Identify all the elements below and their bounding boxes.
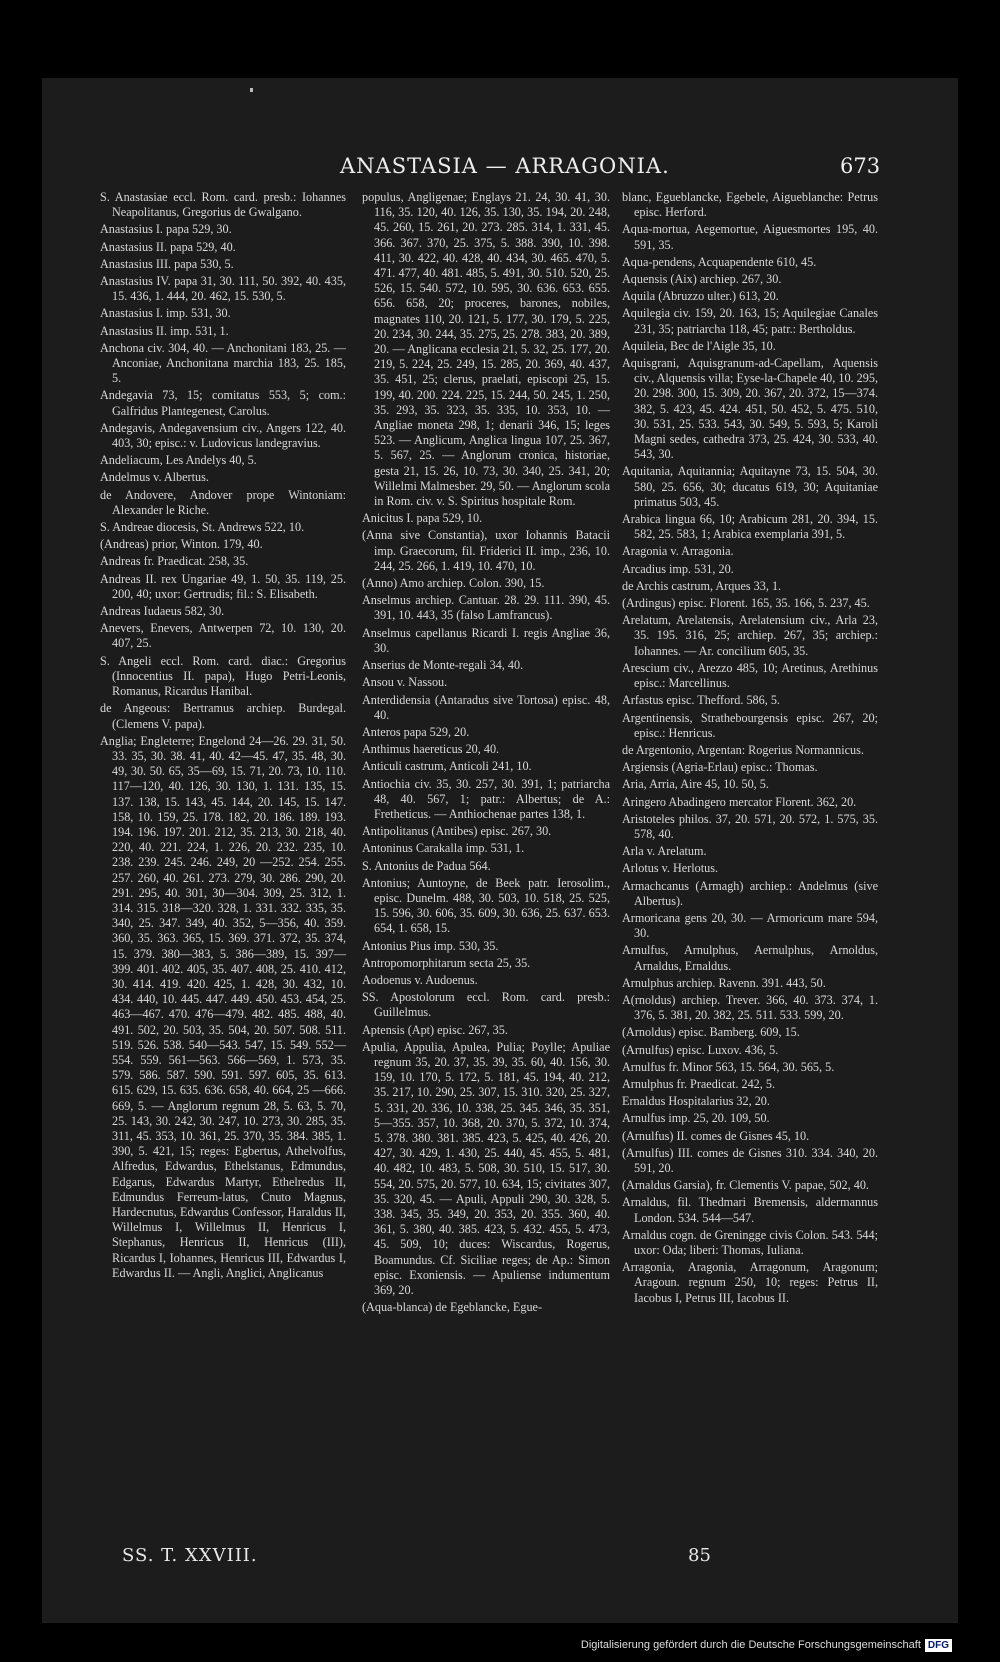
ink-speck <box>250 88 253 92</box>
index-entry: Antonius; Auntoyne, de Beek patr. Ierosolim., episc. Dunelm. 488, 30. 503, 10. 518, 25. 525, 15. 596, 30. 606, 35. 609, 30. 636, 25. 637. 653. 654, 1. 658, 15. <box>362 875 610 936</box>
index-entry: Argentinensis, Strathebourgensis episc. 267, 20; episc.: Henricus. <box>622 710 878 740</box>
index-entry: Aquila (Abruzzo ulter.) 613, 20. <box>622 289 779 304</box>
index-entry: Armoricana gens 20, 30. — Armoricum mare 594, 30. <box>622 910 878 941</box>
index-entry: (Arnoldus) episc. Bamberg. 609, 15. <box>622 1025 800 1040</box>
running-head-title: ANASTASIA — ARRAGONIA. <box>340 154 670 178</box>
index-entry: S. Antonius de Padua 564. <box>362 858 491 873</box>
index-entry: de Argentonio, Argentan: Rogerius Normannicus. <box>622 742 864 757</box>
index-entry: Andreas Iudaeus 582, 30. <box>100 604 225 619</box>
index-entry: (Anna sive Constantia), uxor Iohannis Batacii imp. Graecorum, fil. Friderici II. imp., 236, 10. 244, 25. 266, 1. 419, 10. 470, 10. <box>362 528 610 573</box>
page-number: 673 <box>840 154 881 178</box>
index-entry: Antropomorphitarum secta 25, 35. <box>362 955 531 970</box>
index-entry: Andelmus v. Albertus. <box>100 470 209 485</box>
index-entry: S. Anastasiae eccl. Rom. card. presb.: Iohannes Neapolitanus, Gregorius de Gwalgano. <box>100 190 346 220</box>
index-entry: Anthimus haereticus 20, 40. <box>362 742 500 757</box>
index-entry: Aquitania, Aquitannia; Aquitayne 73, 15. 504, 30. 580, 25. 656, 30; ducatus 619, 30; Aquitaniae primatus 503, 45. <box>622 464 878 509</box>
index-entry: (Ardingus) episc. Florent. 165, 35. 166, 5. 237, 45. <box>622 596 870 611</box>
index-entry: Apulia, Appulia, Apulea, Pulia; Poylle; Apuliae regnum 35, 20. 37, 35. 39, 35. 60, 40. 156, 30. 159, 10. 170, 5. 172, 5. 181, 45. 194, 40. 212, 35. 217, 10. 290, 25. 307, 15. 310. 320, 25. 327, 5. 331, 20. 336, 10. 338, 25. 345. 346, 35. 351, 5—355. 357, 10. 368, 20. 370, 5. 372, 10. 374, 5. 378. 380. 381. 385. 423, 5. 425, 40. 426, 20. 427, 30. 429, 1. 430, 25. 440, 45. 455, 5. 481, 40. 482, 10. 483, 5. 508, 30. 510, 15. 517, 30. 554, 20. 575, 20. 577, 10. 634, 15; civitates 307, 35. 320, 45. — Apuli, Appuli 290, 30. 328, 5. 338. 345, 35. 349, 20. 353, 20. 355. 360, 40. 361, 5. 380, 40. 385. 423, 5. 432. 455, 5. 473, 45. 509, 10; duces: Wiscardus, Rogerus, Boamundus. Cf. Siciliae reges; de Ap.: Simon episc. Exoniensis. — Apuliense indumentum 369, 20. <box>362 1039 610 1298</box>
index-entry: Aquisgrani, Aquisgranum-ad-Capellam, Aquensis civ., Alquensis villa; Eyse-la-Chapele 40, 10. 295, 20. 298. 300, 15. 309, 20. 367, 20. 372, 15—374. 382, 5. 423, 45. 424. 451, 50. 452, 5. 475. 510, 30. 531, 25. 533. 543, 30. 549, 5. 593, 5; Karoli Magni sedes, cathedra 373, 25. 424, 30. 533, 40. 543, 30. <box>622 356 878 462</box>
index-entry: Arla v. Arelatum. <box>622 844 707 859</box>
index-entry: Arcadius imp. 531, 20. <box>622 561 734 576</box>
index-entry: Anicitus I. papa 529, 10. <box>362 511 483 526</box>
index-entry: Aquilegia civ. 159, 20. 163, 15; Aquilegiae Canales 231, 35; patriarcha 118, 45; patr.: Bertholdus. <box>622 306 878 336</box>
index-entry: Aqua-mortua, Aegemortue, Aiguesmortes 195, 40. 591, 35. <box>622 222 878 252</box>
dfg-logo: DFG <box>925 1639 952 1652</box>
index-entry: Arfastus episc. Thefford. 586, 5. <box>622 693 780 708</box>
index-entry: Anselmus archiep. Cantuar. 28. 29. 111. 390, 45. 391, 10. 443, 35 (falso Lamfrancus). <box>362 593 610 623</box>
index-entry: Antiochia civ. 35, 30. 257, 30. 391, 1; patriarcha 48, 40. 567, 1; patr.: Albertus; de A.: Fretheticus. — Anthiochenae partes 138, 1. <box>362 776 610 821</box>
index-entry: Anticuli castrum, Anticoli 241, 10. <box>362 759 532 774</box>
index-entry: de Archis castrum, Arques 33, 1. <box>622 578 782 593</box>
credit-text: Digitalisierung gefördert durch die Deutsche Forschungsgemeinschaft <box>580 1639 921 1651</box>
index-entry: Aqua-pendens, Acquapendente 610, 45. <box>622 254 817 269</box>
index-entry: (Arnulfus) episc. Luxov. 436, 5. <box>622 1042 779 1057</box>
sheet-number: 85 <box>688 1545 711 1566</box>
index-entry: Aringero Abadingero mercator Florent. 362, 20. <box>622 794 857 809</box>
index-entry: A(rnoldus) archiep. Trever. 366, 40. 373. 374, 1. 376, 5. 381, 20. 382, 25. 511. 533. 599, 20. <box>622 992 878 1023</box>
index-entry: Arnaldus, fil. Thedmari Bremensis, aldermannus London. 534. 544—547. <box>622 1195 878 1225</box>
index-entry: Antipolitanus (Antibes) episc. 267, 30. <box>362 824 552 839</box>
index-column-left <box>100 190 346 1283</box>
index-column-middle <box>362 190 610 1317</box>
index-entry: Anastasius IV. papa 31, 30. 111, 50. 392, 40. 435, 15. 436, 1. 444, 20. 462, 15. 530, 5. <box>100 274 346 304</box>
index-entry: Ansou v. Nassou. <box>362 675 448 690</box>
index-column-right <box>622 190 878 1308</box>
index-entry: Ernaldus Hospitalarius 32, 20. <box>622 1094 770 1109</box>
index-entry: Arlotus v. Herlotus. <box>622 861 719 876</box>
index-entry: Arabica lingua 66, 10; Arabicum 281, 20. 394, 15. 582, 25. 583, 1; Arabica exemplaria 391, 5. <box>622 512 878 542</box>
index-entry: SS. Apostolorum eccl. Rom. card. presb.: Guillelmus. <box>362 990 610 1020</box>
index-entry: Antonius Pius imp. 530, 35. <box>362 938 499 953</box>
index-entry: Armachcanus (Armagh) archiep.: Andelmus (sive Albertus). <box>622 878 878 908</box>
index-entry: Aragonia v. Arragonia. <box>622 544 734 559</box>
index-entry: Arnulfus, Arnulphus, Aernulphus, Arnoldus, Arnaldus, Ernaldus. <box>622 943 878 973</box>
index-entry: Antoninus Carakalla imp. 531, 1. <box>362 841 525 856</box>
index-entry: Arnulphus archiep. Ravenn. 391. 443, 50. <box>622 975 826 990</box>
index-entry: Arragonia, Aragonia, Arragonum, Aragonum; Aragoun. regnum 250, 10; reges: Petrus II, Iacobus I, Petrus III, Iacobus II. <box>622 1260 878 1305</box>
index-entry: Anevers, Enevers, Antwerpen 72, 10. 130, 20. 407, 25. <box>100 621 346 651</box>
index-entry: Arelatum, Arelatensis, Arelatensium civ., Arla 23, 35. 195. 316, 25; archiep. 267, 35; archiep.: Iohannes. — Ar. concilium 605, 35. <box>622 613 878 658</box>
index-entry: Arnulfus imp. 25, 20. 109, 50. <box>622 1111 770 1126</box>
index-entry: Arescium civ., Arezzo 485, 10; Aretinus, Arethinus episc.: Marcellinus. <box>622 660 878 691</box>
index-entry: Anselmus capellanus Ricardi I. regis Angliae 36, 30. <box>362 625 610 655</box>
index-entry: Andreas fr. Praedicat. 258, 35. <box>100 554 249 569</box>
index-entry: (Arnulfus) II. comes de Gisnes 45, 10. <box>622 1128 810 1143</box>
index-entry: Anchona civ. 304, 40. — Anchonitani 183, 25. — Anconiae, Anchonitana marchia 183, 25. 185, 5. <box>100 340 346 386</box>
index-entry: de Angeous: Bertramus archiep. Burdegal. (Clemens V. papa). <box>100 701 346 731</box>
index-entry: (Aqua-blanca) de Egeblancke, Egue- <box>362 1300 543 1315</box>
index-entry: Argiensis (Agria-Erlau) episc.: Thomas. <box>622 760 818 775</box>
index-entry: (Arnulfus) III. comes de Gisnes 310. 334. 340, 20. 591, 20. <box>622 1145 878 1175</box>
index-entry: Anglia; Engleterre; Engelond 24—26. 29. 31, 50. 33. 35, 30. 38. 41, 40. 42—45. 47, 35. 48, 30. 49, 30. 50. 65, 35—69, 15. 71, 20. 73, 10. 110. 117—120, 40. 126, 30. 130, 1. 131. 135, 15. 137. 138, 15. 143, 45. 144, 20. 145, 15. 147. 158, 10. 159, 25. 178. 182, 20. 186. 189. 193. 194. 196. 197. 201. 212, 35. 213, 30. 218, 40. 220, 40. 221. 224, 1. 226, 20. 232. 235, 10. 238. 239. 245. 246. 249, 20 —252. 254. 255. 257. 260, 40. 261. 273. 279, 30. 286. 290, 20. 291. 295, 40. 301, 30—304. 309, 25. 312, 1. 314. 315. 318—320. 328, 1. 331. 332. 335, 35. 340, 25. 347. 349, 40. 352, 5—356, 40. 359. 360, 35. 363. 365, 15. 369. 371. 372, 35. 374, 15. 379. 380—383, 5. 386—389, 15. 397—399. 401. 402. 405, 35. 407. 408, 25. 410. 412, 30. 414. 419. 420. 425, 1. 428, 30. 432, 10. 434. 440, 10. 445. 447. 449. 450. 453. 454, 25. 463—467. 470. 476—479. 482. 485. 488, 40. 491. 502, 20. 503, 35. 504, 20. 507. 508. 511. 519. 526. 538. 540—543. 547, 15. 549. 552—554. 559. 561—563. 566—569, 1. 573, 35. 579. 586. 587. 590. 591. 597. 605, 35. 613. 615. 629, 15. 635. 636. 658, 40. 664, 25 —666. 669, 5. — Anglorum regnum 28, 5. 63, 5. 70, 25. 143, 30. 242, 30. 247, 10. 273, 30. 285, 35. 311, 45. 353, 10. 361, 25. 370, 35. 384. 385, 1. 390, 5. 421, 15; reges: Egbertus, Athelvolfus, Alfredus, Edwardus, Ethelstanus, Edmundus, Edgarus, Edwardus Martyr, Ethelredus II, Edmundus Ferreum-latus, Cnuto Magnus, Hardecnutus, Edwardus Confessor, Haraldus II, Willelmus I, Willelmus II, Henricus I, Stephanus, Henricus II, Henricus (III), Ricardus I, Iohannes, Henricus III, Edwardus I, Edwardus II. — Angli, Anglici, Anglicanus <box>100 733 346 1280</box>
index-entry: Andreas II. rex Ungariae 49, 1. 50, 35. 119, 25. 200, 40; uxor: Gertrudis; fil.: S. Elisabeth. <box>100 571 346 601</box>
index-entry: (Arnaldus Garsia), fr. Clementis V. papae, 502, 40. <box>622 1178 869 1193</box>
index-entry: Aodoenus v. Audoenus. <box>362 972 478 987</box>
index-entry: Arnulfus fr. Minor 563, 15. 564, 30. 565, 5. <box>622 1059 835 1074</box>
index-entry: blanc, Egueblancke, Egebele, Aigueblanche: Petrus episc. Herford. <box>622 190 878 220</box>
index-entry: (Andreas) prior, Winton. 179, 40. <box>100 537 263 552</box>
index-entry: Andeliacum, Les Andelys 40, 5. <box>100 453 257 468</box>
index-entry: Anteros papa 529, 20. <box>362 724 470 739</box>
index-entry: Anserius de Monte-regali 34, 40. <box>362 658 524 673</box>
volume-signature: SS. T. XXVIII. <box>122 1545 258 1566</box>
index-entry: Aquensis (Aix) archiep. 267, 30. <box>622 272 782 287</box>
index-entry: (Anno) Amo archiep. Colon. 390, 15. <box>362 576 545 591</box>
index-entry: populus, Angligenae; Englays 21. 24, 30. 41, 30. 116, 35. 120, 40. 126, 35. 130, 35. 194, 20. 248, 45. 260, 15. 261, 20. 273. 285. 314, 1. 331, 45. 366. 367. 370, 25. 375, 5. 388. 390, 10. 398. 411, 30. 422, 40. 428, 40. 434, 30. 465. 470, 5. 471. 477, 40. 481. 485, 5. 491, 30. 510. 520, 25. 526, 15. 540. 572, 10. 595, 30. 636. 653. 655. 656. 658, 20; proceres, barones, nobiles, magnates 110, 20. 121, 5. 177, 30. 179, 5. 225, 20. 234, 30. 244, 35. 275, 25. 278. 383, 20. 389, 20. — Anglicana ecclesia 21, 5. 32, 25. 177, 20. 219, 5. 224, 25. 249, 15. 285, 20. 369, 40. 437, 35. 451, 25; clerus, praelati, episcopi 25, 15. 199, 40. 200. 224. 225, 15. 244, 50. 245, 1. 250, 35. 293, 35. 323, 35. 335, 10. 353, 10. — Angliae moneta 298, 1; denarii 346, 15; leges 523. — Anglicum, Anglica lingua 107, 25. 367, 5. 567, 25. — Anglorum cronica, historiae, gesta 21, 15. 26, 10. 73, 30. 340, 25. 341, 20; Willelmi Malmesber. 29, 50. — Anglorum scola in Rom. civ. v. S. Spiritus hospitale Rom. <box>362 190 610 509</box>
index-entry: Anterdidensia (Antaradus sive Tortosa) episc. 48, 40. <box>362 692 610 722</box>
index-entry: Aria, Arria, Aire 45, 10. 50, 5. <box>622 777 769 792</box>
digitization-credit <box>581 1636 952 1654</box>
index-entry: Arnaldus cogn. de Greningge civis Colon. 543. 544; uxor: Oda; liberi: Thomas, Iuliana. <box>622 1227 878 1257</box>
index-entry: Aquileia, Bec de l'Aigle 35, 10. <box>622 338 776 353</box>
index-entry: Aristoteles philos. 37, 20. 571, 20. 572, 1. 575, 35. 578, 40. <box>622 811 878 841</box>
index-entry: Anastasius II. papa 529, 40. <box>100 239 236 254</box>
index-entry: Anastasius III. papa 530, 5. <box>100 256 234 271</box>
index-entry: Arnulphus fr. Praedicat. 242, 5. <box>622 1076 775 1091</box>
index-entry: de Andovere, Andover prope Wintoniam: Alexander le Riche. <box>100 487 346 517</box>
index-entry: S. Andreae diocesis, St. Andrews 522, 10. <box>100 520 305 535</box>
index-entry: Andegavia 73, 15; comitatus 553, 5; com.: Galfridus Plantegenest, Carolus. <box>100 388 346 418</box>
index-entry: S. Angeli eccl. Rom. card. diac.: Gregorius (Innocentius II. papa), Hugo Petri-Leonis, Romanus, Ricardus Hanibal. <box>100 653 346 699</box>
index-entry: Aptensis (Apt) episc. 267, 35. <box>362 1022 508 1037</box>
index-entry: Anastasius II. imp. 531, 1. <box>100 323 229 338</box>
index-entry: Andegavis, Andegavensium civ., Angers 122, 40. 403, 30; episc.: v. Ludovicus landegravius. <box>100 420 346 451</box>
index-entry: Anastasius I. imp. 531, 30. <box>100 306 231 321</box>
index-entry: Anastasius I. papa 529, 30. <box>100 222 232 237</box>
